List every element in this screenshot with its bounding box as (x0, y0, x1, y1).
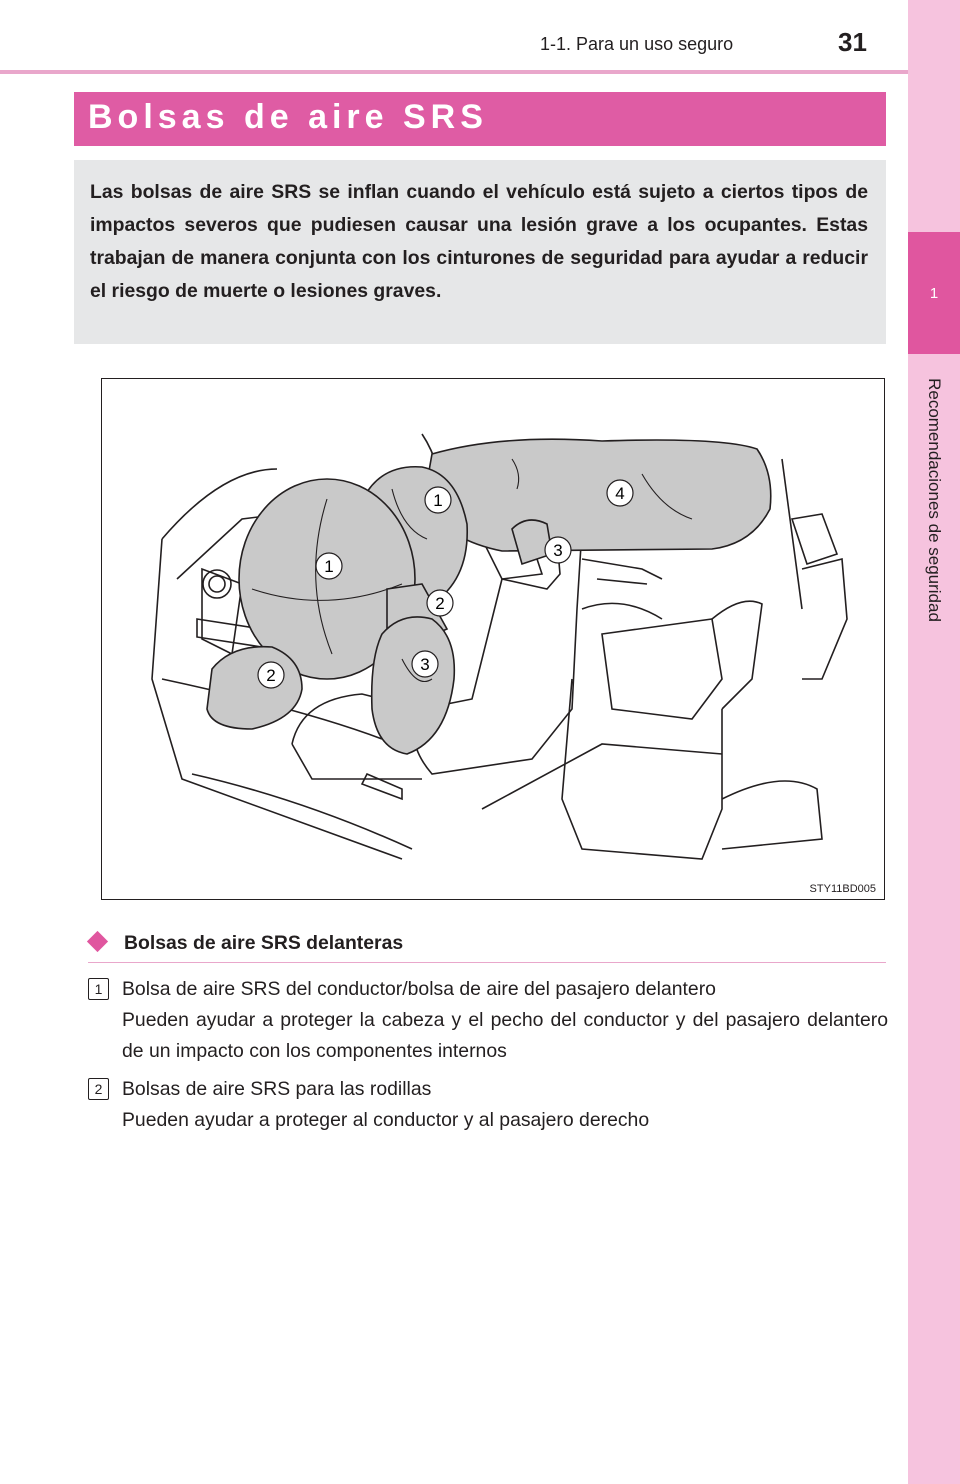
svg-text:3: 3 (553, 541, 563, 560)
svg-text:1: 1 (324, 557, 334, 576)
item-description: Pueden ayudar a proteger al conductor y al pasajero derecho (122, 1109, 650, 1131)
list-item (88, 974, 888, 1067)
callout-2b (427, 590, 453, 616)
intro-box (74, 160, 886, 344)
callout-1a (316, 553, 342, 579)
callout-3b (545, 537, 571, 563)
item-number: 1 (88, 978, 109, 1000)
item-number: 2 (88, 1078, 109, 1100)
callout-4 (607, 480, 633, 506)
svg-text:4: 4 (615, 484, 625, 503)
callout-1b (425, 487, 451, 513)
chapter-number: 1 (929, 284, 939, 302)
page-number: 31 (838, 27, 867, 57)
figure-code: STY11BD005 (809, 883, 876, 895)
callout-3a (412, 651, 438, 677)
svg-text:1: 1 (433, 491, 443, 510)
subheading-text: Bolsas de aire SRS delanteras (124, 932, 404, 954)
chapter-title: Recomendaciones de seguridad (925, 378, 944, 622)
svg-text:2: 2 (266, 666, 276, 685)
svg-text:3: 3 (420, 655, 430, 674)
chapter-number-box (908, 232, 960, 354)
list-item (88, 1074, 888, 1136)
callout-2a (258, 662, 284, 688)
section-title-bar (74, 92, 886, 146)
section-title: Bolsas de aire SRS (88, 98, 488, 136)
item-title: Bolsas de aire SRS para las rodillas (122, 1078, 432, 1100)
airbag-illustration (101, 378, 885, 900)
section-path: 1-1. Para un uso seguro (540, 34, 734, 54)
item-title: Bolsa de aire SRS del conductor/bolsa de aire del pasajero delantero (122, 978, 716, 1000)
svg-text:2: 2 (435, 594, 445, 613)
vehicle-interior-drawing (102, 379, 886, 901)
diamond-bullet-icon (87, 931, 108, 952)
item-description: Pueden ayudar a proteger la cabeza y el pecho del conductor y del pasajero delantero de un impacto con los componentes internos (122, 1009, 888, 1062)
header-divider (0, 70, 908, 74)
subheading (88, 928, 886, 963)
intro-text: Las bolsas de aire SRS se inflan cuando el vehículo está sujeto a ciertos tipos de impactos severos que pudiesen causar una lesión grave a los ocupantes. Estas trabajan de manera conjunta con los cinturones de seguridad para ayudar a reducir el riesgo de muerte o lesiones graves. (90, 181, 868, 302)
chapter-side-tab (908, 0, 960, 1484)
